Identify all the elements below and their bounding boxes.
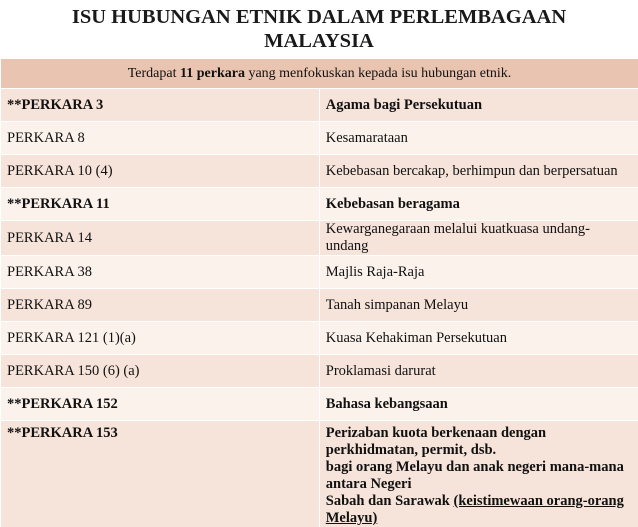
description-cell: Agama bagi Persekutuan bbox=[319, 89, 638, 122]
table-row bbox=[1, 221, 638, 256]
table-row bbox=[1, 89, 638, 122]
article-cell: **PERKARA 3 bbox=[1, 89, 320, 122]
description-cell: Kesamarataan bbox=[319, 122, 638, 155]
description-cell bbox=[319, 421, 638, 527]
table-row bbox=[1, 155, 638, 188]
article-cell: PERKARA 38 bbox=[1, 256, 320, 289]
table-row bbox=[1, 289, 638, 322]
subtitle-prefix: Terdapat bbox=[128, 66, 180, 81]
article-cell: **PERKARA 11 bbox=[1, 188, 320, 221]
subtitle-row bbox=[1, 59, 638, 89]
article-cell: **PERKARA 152 bbox=[1, 388, 320, 421]
description-cell: Proklamasi darurat bbox=[319, 355, 638, 388]
table-row bbox=[1, 188, 638, 221]
description-underlined: (keistimewaan orang-orang Melayu) bbox=[326, 493, 624, 526]
articles-table bbox=[0, 58, 638, 527]
article-cell: PERKARA 8 bbox=[1, 122, 320, 155]
description-cell: Kebebasan bercakap, berhimpun dan berpersatuan bbox=[319, 155, 638, 188]
description-cell: Kuasa Kehakiman Persekutuan bbox=[319, 322, 638, 355]
description-line: Sabah dan Sarawak bbox=[326, 493, 454, 509]
subtitle-suffix: yang menfokuskan kepada isu hubungan etnik. bbox=[245, 66, 511, 81]
title-line-2: MALAYSIA bbox=[72, 29, 566, 53]
article-cell: PERKARA 150 (6) (a) bbox=[1, 355, 320, 388]
description-cell: Tanah simpanan Melayu bbox=[319, 289, 638, 322]
description-line: Perizaban kuota berkenaan dengan perkhidmatan, permit, dsb. bbox=[326, 425, 546, 458]
article-cell: PERKARA 89 bbox=[1, 289, 320, 322]
title-line-1: ISU HUBUNGAN ETNIK DALAM PERLEMBAGAAN bbox=[72, 5, 566, 29]
table-row bbox=[1, 322, 638, 355]
table-row bbox=[1, 355, 638, 388]
description-cell: Majlis Raja-Raja bbox=[319, 256, 638, 289]
subtitle-count: 11 perkara bbox=[180, 66, 245, 81]
table-row bbox=[1, 122, 638, 155]
article-cell: **PERKARA 153 bbox=[1, 421, 320, 527]
article-cell: PERKARA 121 (1)(a) bbox=[1, 322, 320, 355]
description-cell: Bahasa kebangsaan bbox=[319, 388, 638, 421]
description-cell: Kebebasan beragama bbox=[319, 188, 638, 221]
table-row bbox=[1, 256, 638, 289]
description-cell: Kewarganegaraan melalui kuatkuasa undang-undang bbox=[319, 221, 638, 256]
article-cell: PERKARA 10 (4) bbox=[1, 155, 320, 188]
subtitle-cell bbox=[1, 59, 638, 89]
slide-title bbox=[0, 0, 638, 58]
description-line: bagi orang Melayu dan anak negeri mana-mana antara Negeri bbox=[326, 459, 624, 492]
table-row bbox=[1, 388, 638, 421]
article-cell: PERKARA 14 bbox=[1, 221, 320, 256]
table-row bbox=[1, 421, 638, 527]
